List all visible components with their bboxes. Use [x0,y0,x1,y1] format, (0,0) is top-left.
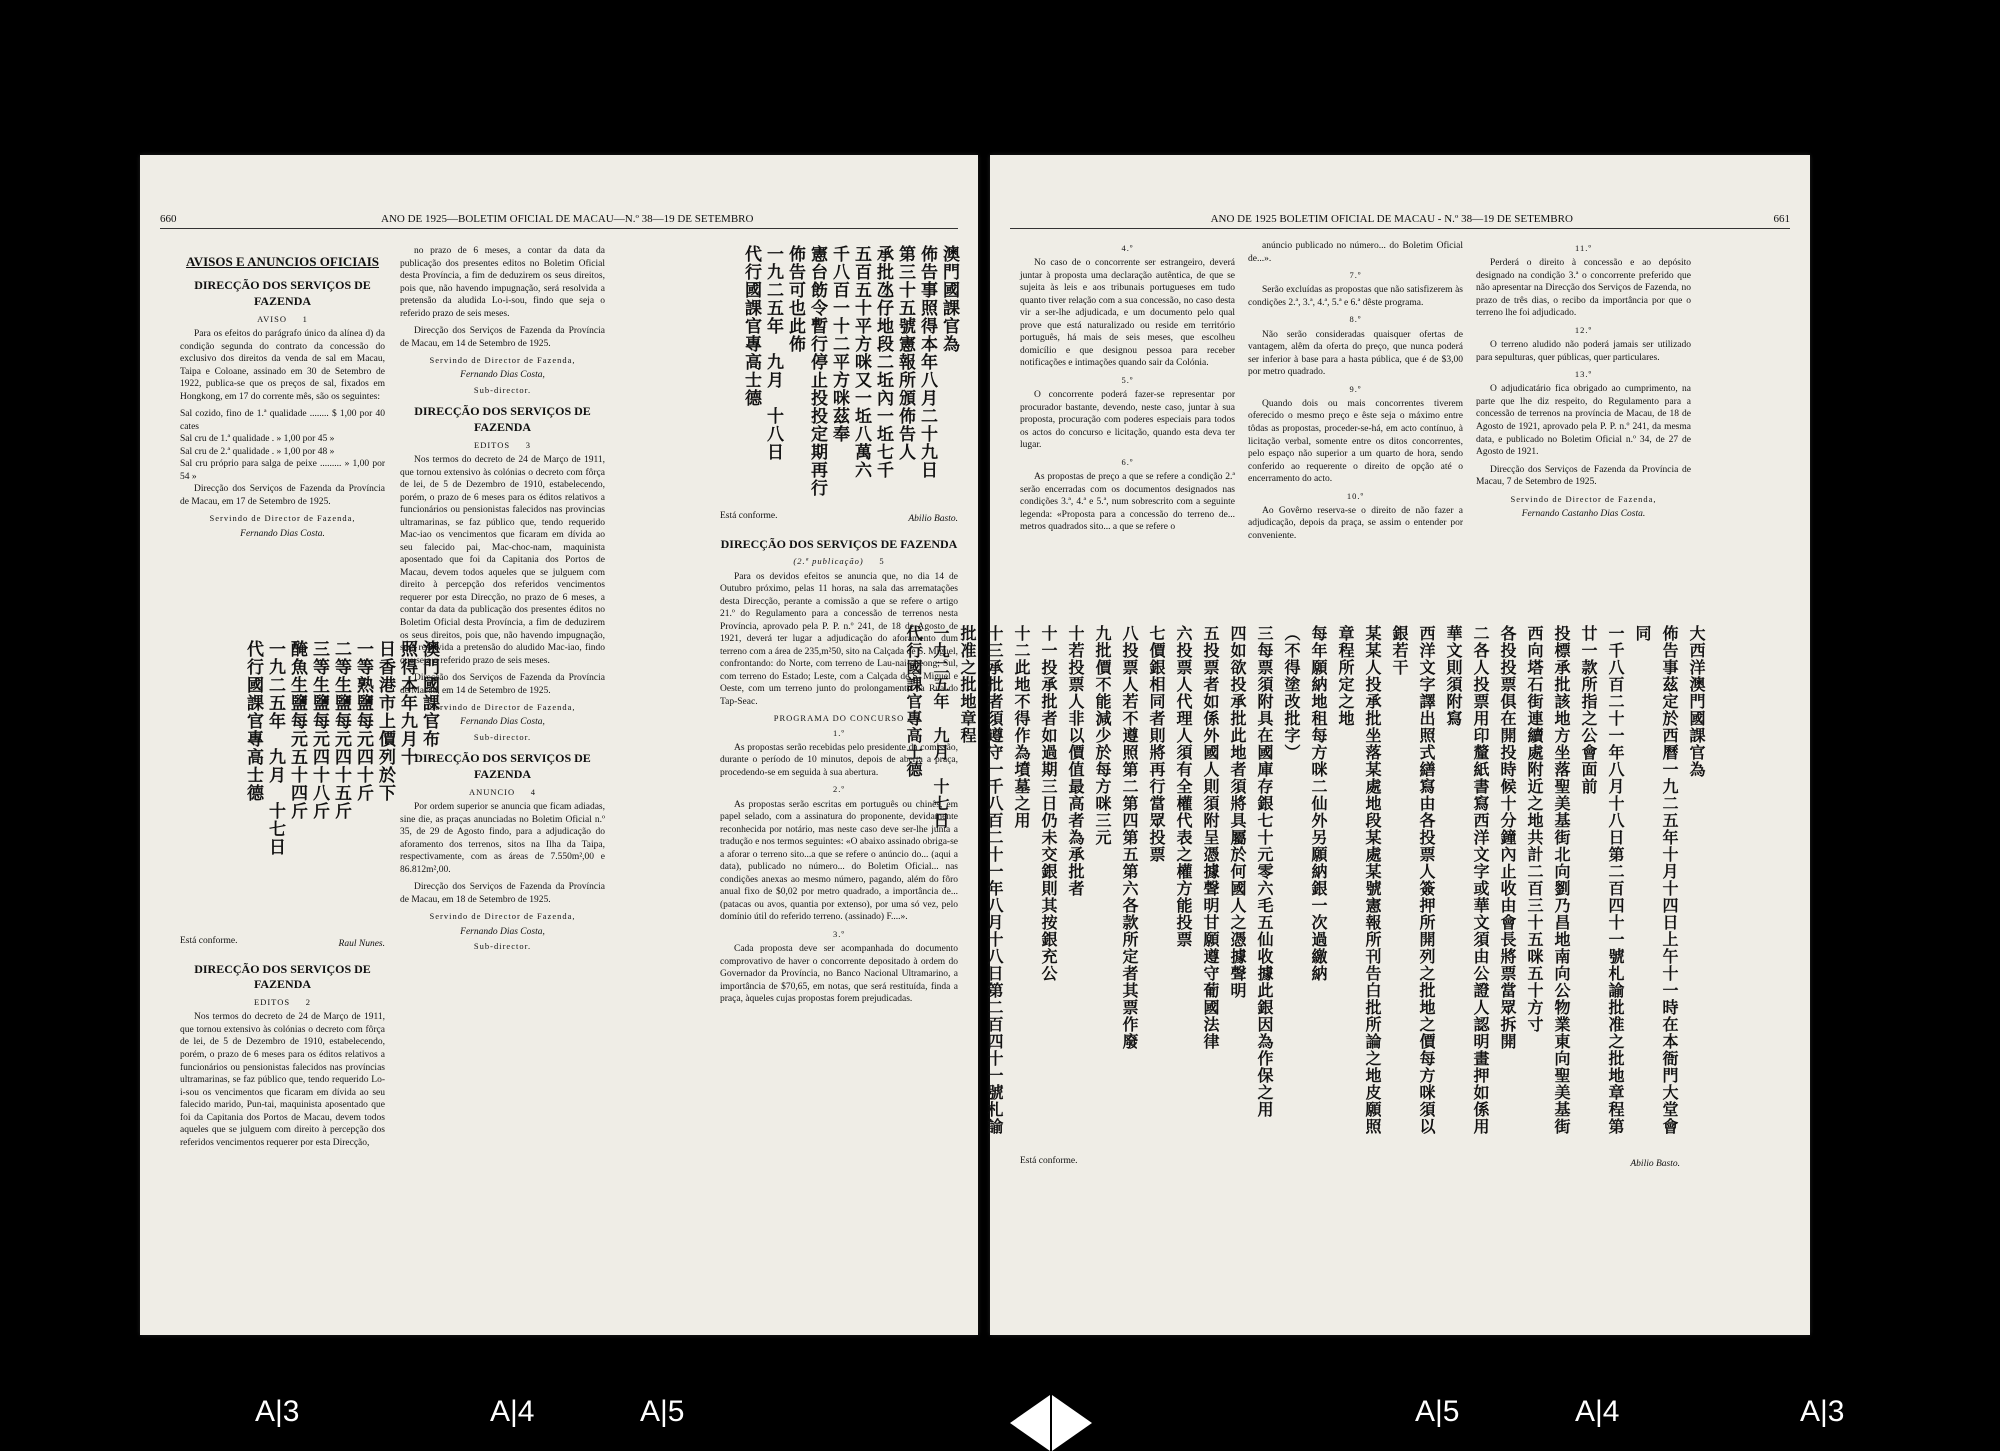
condition-text: Quando dois ou mais concorrentes tiverem oferecido o mesmo preço e êste seja o máximo entre tôdas as propostas, proceder-se-há, em acto contínuo, à licitação verbal, somente entre os ditos concorrentes, pelo espaço não superior a um quarto de hora, sendo conferido ao requerente o direito de opção até o encerramento do acto. [1248,398,1463,485]
condition-number: 10.º [1346,490,1365,501]
condition-text: O adjudicatário fica obrigado ao cumprimento, na parte que lhe diz respeito, do Regulamento para a concessão de terrenos na província de Macau, de 18 de Agosto de 1921, aprovado pela P. P. n.º 241, da mesma data, e publicado no Boletim Oficial n.º 34, de 27 de Agosto de 1921. [1476,384,1691,458]
condition-text: Serão excluídas as propostas que não satisfizerem às condições 2.ª, 3.ª, 4.ª, 5.ª e 6.ª dêste programa. [1248,285,1463,308]
conformity: Está conforme. Raul Nunes. [180,936,385,949]
heading: DIRECÇÃO DOS SERVIÇOS DE FAZENDA [414,751,591,781]
left-col-1-lower [180,935,385,1154]
condition-text: Perderá o direito à concessão e ao depósito designado na condição 3.ª o concorrente preferido que não apresentar na Direcção dos Serviços de Fazenda, no prazo de três dias, o recibo da importância por que o terreno lhe foi adjudicado. [1476,258,1691,319]
closing: Direcção dos Serviços de Fazenda da Província de Macau, em 17 de Setembro de 1925. [180,484,385,507]
chinese-concession-notice: 大西洋澳門國課官為 佈告事茲定於西曆一九二五年十月十四日上午十一時在本衙門大堂會同 一千八百二十一年八月十八日第二百四十一號札諭批准之批地章程第廿一款所指之公會面前 投標承批該地方坐落聖美基街北向劉乃昌地南向公物業東向聖美基街 西向塔石街連續處附近之地共計二百三十五咪五十方寸 各投投票俱在開投時候十分鐘內止收由會長將票當眾拆開 二各人投票用印釐紙書寫西洋文字或華文須由公證人認明畫押如係用華文則須附寫 西洋文字譯出照式繕寫由各投票人簽押所開列之批地之價每方咪須以銀若干 某某人投承批坐落某處地段某處某號憲報所刊告白批所論之地皮願照章程所定之地 每年願納地租每方咪二仙外另願納銀一次過繳納 （不得塗改批字） 三每票須附具在國庫存銀七十元零六毛五仙收據此銀因為作保之用 四如欲投承批此地者須將具屬於何國人之憑據聲明 五投票者如係外國人則須附呈憑據聲明甘願遵守葡國法律 六投票人代理人須有全權代表之權方能投票 七價銀相同者則將再行當眾投票 八投票人若不遵照第二第四第五第六各款所定者其票作廢 九批價不能減少於每方咪三元 十若投票人非以價值最高者為承批者 十一投承批者如過期三日仍未交銀則其按銀充公 十二此地不得作為墳墓之用 十三承批者須遵守一千八百二十一年八月十八日第二百四十一號札諭批准之批地章程 一九二五年 九月 十七日 代行國課官專高士德 [904,625,1706,1135]
signer: Fernando Dias Costa. [240,528,325,539]
right-page-number: 661 [1773,213,1790,225]
condition-text: As propostas de preço a que se refere a condição 2.ª serão encerradas com os documentos designados nas condições 3.ª, 4.ª e 5.ª, num sobrescrito com a seguinte legenda: «Proposta para a concessão do terreno de... metros quadrados sito... a que se refere o [1020,472,1235,533]
price-line: Sal cru de 1.ª qualidade . » 1,00 por 45 » [180,434,335,445]
film-strip [0,1380,2000,1433]
heading: DIRECÇÃO DOS SERVIÇOS DE FAZENDA [194,278,371,308]
condition-number: 4.º [1121,243,1134,253]
signer-role: Servindo de Director de Fazenda, [429,911,576,922]
right-arrow-icon [1052,1395,1092,1451]
price-line: Sal cozido, fino de 1.ª qualidade ........ $ 1,00 por 40 cates [180,409,385,432]
left-page-header [160,213,958,229]
left-col-2 [400,245,605,955]
price-line: Sal cru de 2.ª qualidade . » 1,00 por 48 » [180,446,335,457]
publication-label: (2.ª publicação) 5 [793,556,885,567]
signer-role: Servindo de Director de Fazenda, [429,355,576,366]
left-page-header-text: ANO DE 1925—BOLETIM OFICIAL DE MACAU—N.º 38—19 DE SETEMBRO [381,213,754,225]
notice-label: AVISO 1 [257,313,308,324]
right-conformity: Está conforme. Abilio Basto. [1020,1156,1680,1169]
right-page-header [1010,213,1790,229]
condition-text: O concorrente poderá fazer-se representar por procurador bastante, devendo, neste caso, juntar à sua proposta, procuração com poderes especiais para todos os actos do concurso e licitação, quando esta deva ter lugar. [1020,390,1235,451]
closing: Direcção dos Serviços de Fazenda da Província de Macau, em 18 de Setembro de 1925. [400,882,605,905]
condition-text: Ao Govêrno reserva-se o direito de não fazer a adjudicação, depois da praça, se assim o entender por conveniente. [1248,505,1463,541]
right-col-1 [1020,240,1235,539]
conformity: Está conforme. Abilio Basto. [720,511,958,524]
signer: Fernando Dias Costa, [460,370,545,381]
condition-text: As propostas serão recebidas pelo presidente da comissão, durante o período de 10 minutos, depois de aberta a praça, procedendo-se em seguida à sua abertura. [720,742,958,778]
condition-number: 8.º [1349,314,1362,325]
notice-body: no prazo de 6 meses, a contar da data da publicação dos presentes editos no Boletim Oficial desta Província, a fim de deduzirem os seus direitos, pois que, não havendo impugnação, será resolvida a pretensão da aludida Lo-i-sou, findo que seja o referido prazo de seis meses. [400,246,605,319]
notice-body: Por ordem superior se anuncia que ficam adiadas, sine die, as praças anunciadas no Boletim Oficial n.º 35, de 29 de Agosto findo, para a adjudicação do aforamento dos terrenos, sitos na Ilha da Taipa, respectivamente, com as áreas de 7.550m²,00 e 86.812m²,00. [400,802,605,875]
signer-role: Servindo de Director de Fazenda, [429,702,576,713]
strip-label: A|3 [255,1395,300,1428]
condition-number: 5.º [1121,375,1134,385]
condition-number: 12.º [1574,324,1593,335]
strip-label: A|5 [640,1395,685,1428]
strip-label: A|3 [1800,1395,1845,1428]
condition-number: 9.º [1349,383,1362,394]
chinese-adjournment-notice: 澳門國課官為 佈告事照得本年八月二十九日 第三十五號憲報所頒佈告人 承批氹仔地段二坵內一坵七千 五百五十平方咪又一坵八萬六 千八百一十二平方咪茲奉 憲台飭令暫行停止投投定期再行 佈告可也此佈 一九二五年 九月 十八日 代行國課官專高士德 [741,245,959,497]
notice-label: EDITOS 2 [254,997,311,1008]
heading: DIRECÇÃO DOS SERVIÇOS DE FAZENDA [720,536,958,551]
right-page [904,155,1810,1335]
right-page-header-text: ANO DE 1925 BOLETIM OFICIAL DE MACAU - N.º 38—19 DE SETEMBRO [1210,213,1573,225]
signer: Fernando Castanho Dias Costa. [1521,508,1646,519]
signer: Fernando Dias Costa, [460,926,545,937]
right-col-2 [1248,240,1463,547]
condition-text: O terreno aludido não poderá jamais ser utilizado para sepulturas, quer públicas, quer particulares. [1476,340,1691,363]
signer-title: Sub-director. [473,385,532,395]
continued-text: anúncio publicado no número... do Boletim Oficial de...». [1248,241,1463,264]
condition-number: 6.º [1121,456,1134,467]
strip-label: A|4 [1575,1395,1620,1428]
condition-number: 2.º [832,784,845,795]
strip-label: A|5 [1415,1395,1460,1428]
programa-heading: PROGRAMA DO CONCURSO [773,713,905,724]
closing: Direcção dos Serviços de Fazenda da Província de Macau, em 14 de Setembro de 1925. [400,326,605,349]
heading: DIRECÇÃO DOS SERVIÇOS DE FAZENDA [414,404,591,435]
section-title: AVISOS E ANUNCIOS OFICIAIS [185,254,379,269]
right-col-3 [1476,240,1691,523]
chinese-salt-notice: 澳門國課官布 照得本年九月十 日香港市上價列於下 一等熟鹽每元四十斤 二等生鹽每元四十五斤 三等生鹽每元四十八斤 醃魚生鹽每元五十四斤 一九二五年 九月 十七日 代行國課官專高士德 [243,640,439,856]
notice-body: Nos termos do decreto de 24 de Março de 1911, que tornou extensivo às colónias o decreto com fôrça de lei, de 5 de Dezembro de 1910, estabelecendo, porém, o prazo de 6 meses para os éditos relativos a funcionários ou pensionistas falecidos nas provincias ultramarinas, se faz público que, tendo requerido Mac-iao os vencimentos que ficaram em dívida ao seu falecido pai, Mac-choc-nam, maquinista aposentado que foi da Capitania dos Portos de Macau, devem todos aqueles que se julguem com direito à percepção dos referidos vencimentos requerer por esta Direcção, no prazo de 6 meses, a contar da data da publicação dos presentes éditos no Boletim Oficial desta Província, a fim de deduzirem os seus direitos, pois que, não havendo impugnação, será resolvida a pretensão do aludido Mac-iao, findo que seja o referido prazo de seis meses. [400,455,605,666]
condition-text: As propostas serão escritas em português ou chinês, em papel selado, com a assinatura do proponente, devidamente reconhecida por notário, mas neste caso deve ser-lhe junta a tradução e nos termos seguintes: «O abaixo assinado obriga-se a aforar o terreno sito...a que se refere o anúncio do... (aqui a data), publicado no número... do Boletim Oficial... nas condições anexas ao mesmo número, pagando, além do fôro anual fixo de $0,02 por metro quadrado, a importância de...(patacas ou avos, quantia por extenso), por uma só vez, pelo domínio útil do referido terreno. (assinado) F....». [720,799,958,923]
signer-role: Servindo de Director de Fazenda, [209,513,356,524]
price-line: Sal cru próprio para salga de peixe ......... » 1,00 por 54 » [180,459,385,482]
closing: Direcção dos Serviços de Fazenda da Província de Macau, 7 de Setembro de 1925. [1476,464,1691,488]
signer-title: Sub-director. [473,941,532,952]
notice-body: Nos termos do decreto de 24 de Março de 1911, que tornou extensivo às colónias o decreto com fôrça de lei, de 5 de Dezembro de 1910, estabelecendo, porém, o prazo de 6 meses para os éditos relativos a funcionários ou pensionistas falecidos nas províncias ultramarinas, se faz público que, tendo requerido Lo-i-sou os vencimentos que ficaram em dívida ao seu falecido marido, Pun-tai, maquinista aposentado que foi da Capitania dos Portos de Macau, devem todos aqueles que se julguem com direito à percepção dos referidos vencimentos requerer por esta Direcção, [180,1012,385,1148]
notice-body: Para os devidos efeitos se anuncia que, no dia 14 de Outubro próximo, pelas 11 horas, na sala das arrematações desta Direcção, perante a comissão a que se refere o artigo 21.º do Regulamento para a concessão de terrenos nesta Província, aprovado pela P. P. n.º 241, de 18 de Agosto de 1921, deverá ter lugar a adjudicação do aforamento dum terreno com a área de 235,m²50, sito na Calçada de S. Miguel, confrontando: do Norte, com terreno de Lau-nai-cheong; Sul, com terreno do Estado; Leste, com a Calçada de S. Miguel e Oeste, com um terreno junto do prolongamento da Rua do Tap-Seac. [720,571,958,707]
condition-number: 11.º [1575,243,1592,253]
condition-text: No caso de o concorrente ser estrangeiro, deverá juntar à proposta uma declaração autêntica, de que se sujeita às leis e aos tribunais portugueses em tudo quanto tiver relação com a sua concessão, no caso desta vir a ser-lhe adjudicada, e um documento pelo qual prove que está naturalizado ou reside em território português, há mais de seis meses, que escolheu domicílio e que designou pessoa para receber notificações e intimações quando sair da Colónia. [1020,258,1235,369]
signer-title: Sub-director. [473,731,532,742]
heading: DIRECÇÃO DOS SERVIÇOS DE FAZENDA [194,961,371,992]
condition-text: Não serão consideradas quaisquer ofertas de vantagem, alêm da oferta do preço, que nunca poderá ser inferior à base para a hasta pública, que é de $3,00 por metro quadrado. [1248,329,1463,378]
left-col-1 [180,245,385,543]
condition-text: Cada proposta deve ser acompanhada do documento comprovativo de haver o concorrente depositado à ordem do Governador da Província, no Banco Nacional Ultramarino, a importância de $70,65, em notas, que será restituída, finda a praça, àqueles cujas propostas forem prejudicadas. [720,944,958,1005]
condition-number: 1.º [832,727,845,738]
left-arrow-icon [1010,1395,1050,1451]
condition-number: 3.º [832,928,845,939]
left-page-number: 660 [160,213,177,225]
condition-number: 13.º [1574,369,1593,380]
signer: Fernando Dias Costa, [460,717,545,728]
closing: Direcção dos Serviços de Fazenda da Província de Macau, em 14 de Setembro de 1925. [400,673,605,696]
signer-role: Servindo de Director de Fazenda, [1510,493,1657,504]
notice-label: EDITOS 3 [474,439,531,450]
notice-label: ANUNCIO 4 [468,786,537,797]
condition-number: 7.º [1349,270,1362,281]
strip-label: A|4 [490,1395,535,1428]
left-page [140,155,978,1335]
notice-body: Para os efeitos do parágrafo único da alínea d) da condição segunda do contrato da concessão do exclusivo dos direitos da venda de sal em Macau, Taipa e Coloane, assinado em 30 de Setembro de 1922, publica-se que os preços de sal, fixados em Hongkong, em 17 do corrente mês, são os seguintes: [180,329,385,402]
